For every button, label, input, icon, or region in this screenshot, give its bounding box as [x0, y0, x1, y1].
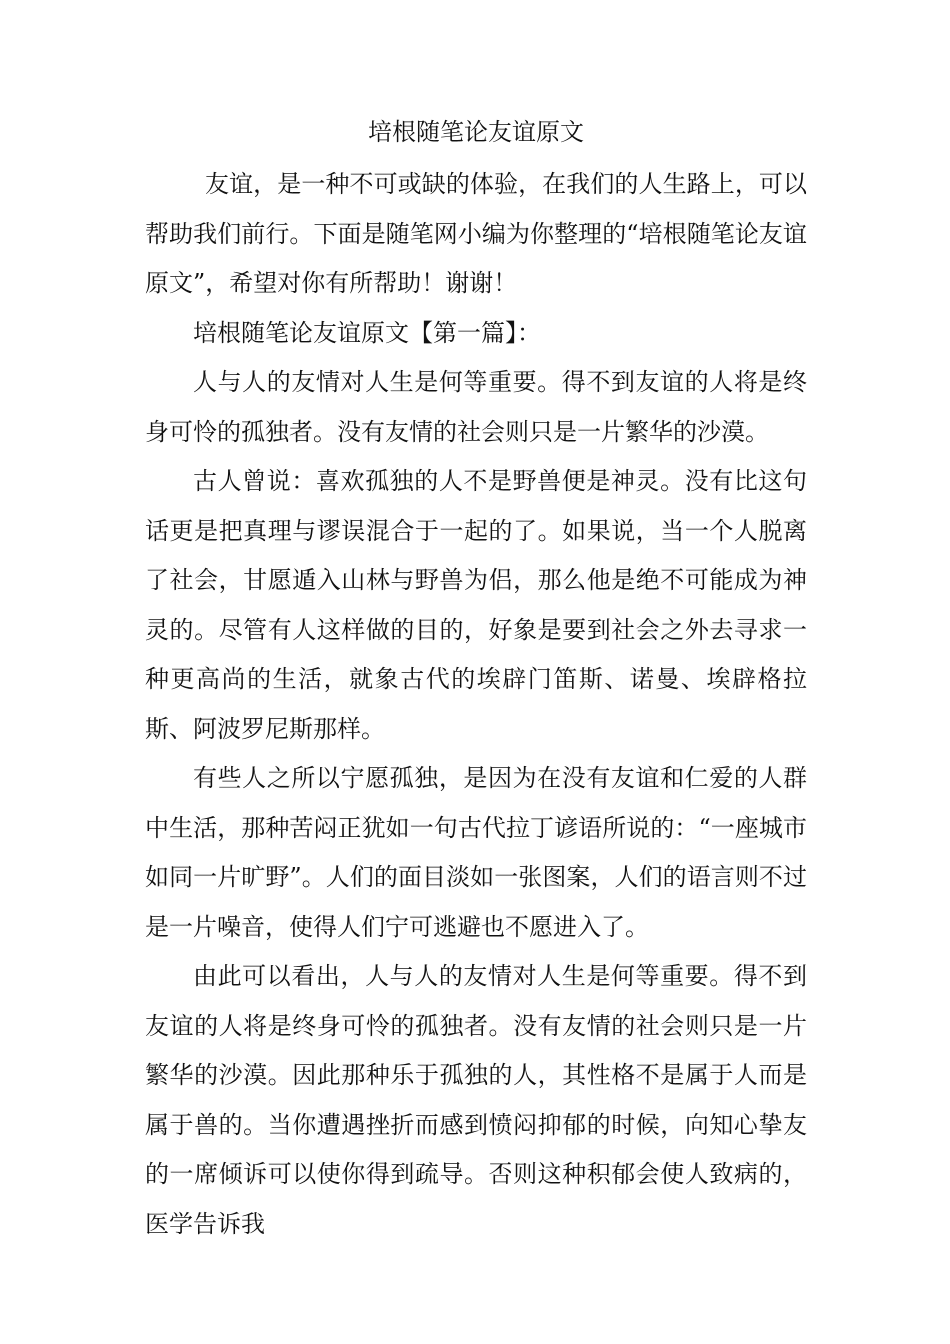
document-body — [145, 112, 807, 1249]
body-paragraph: 由此可以看出，人与人的友情对人生是何等重要。得不到友谊的人将是终身可怜的孤独者。没有友情的社会则只是一片繁华的沙漠。因此那种乐于孤独的人，其性格不是属于人而是属于兽的。当你遭遇挫折而感到愤闷抑郁的时候，向知心挚友的一席倾诉可以使你得到疏导。否则这种积郁会使人致病的，医学告诉我 — [145, 962, 807, 1238]
document-title: 培根随笔论友谊原文 — [368, 118, 584, 146]
intro-paragraph: 友谊，是一种不可或缺的体验，在我们的人生路上，可以帮助我们前行。下面是随笔网小编为你整理的“培根随笔论友谊原文”，希望对你有所帮助！谢谢！ — [145, 170, 807, 297]
body-paragraph: 古人曾说：喜欢孤独的人不是野兽便是神灵。没有比这句话更是把真理与谬误混合于一起的了。如果说，当一个人脱离了社会，甘愿遁入山林与野兽为侣，那么他是绝不可能成为神灵的。尽管有人这样做的目的，好象是要到社会之外去寻求一种更高尚的生活，就象古代的埃辟门笛斯、诺曼、埃辟格拉斯、阿波罗尼斯那样。 — [145, 467, 807, 743]
section-heading: 培根随笔论友谊原文【第一篇】： — [193, 318, 541, 347]
body-paragraph: 人与人的友情对人生是何等重要。得不到友谊的人将是终身可怜的孤独者。没有友情的社会则只是一片繁华的沙漠。 — [145, 368, 807, 446]
body-paragraph: 有些人之所以宁愿孤独，是因为在没有友谊和仁爱的人群中生活，那种苦闷正犹如一句古代拉丁谚语所说的：“一座城市如同一片旷野”。人们的面目淡如一张图案，人们的语言则不过是一片噪音，使得人们宁可逃避也不愿进入了。 — [145, 764, 807, 941]
